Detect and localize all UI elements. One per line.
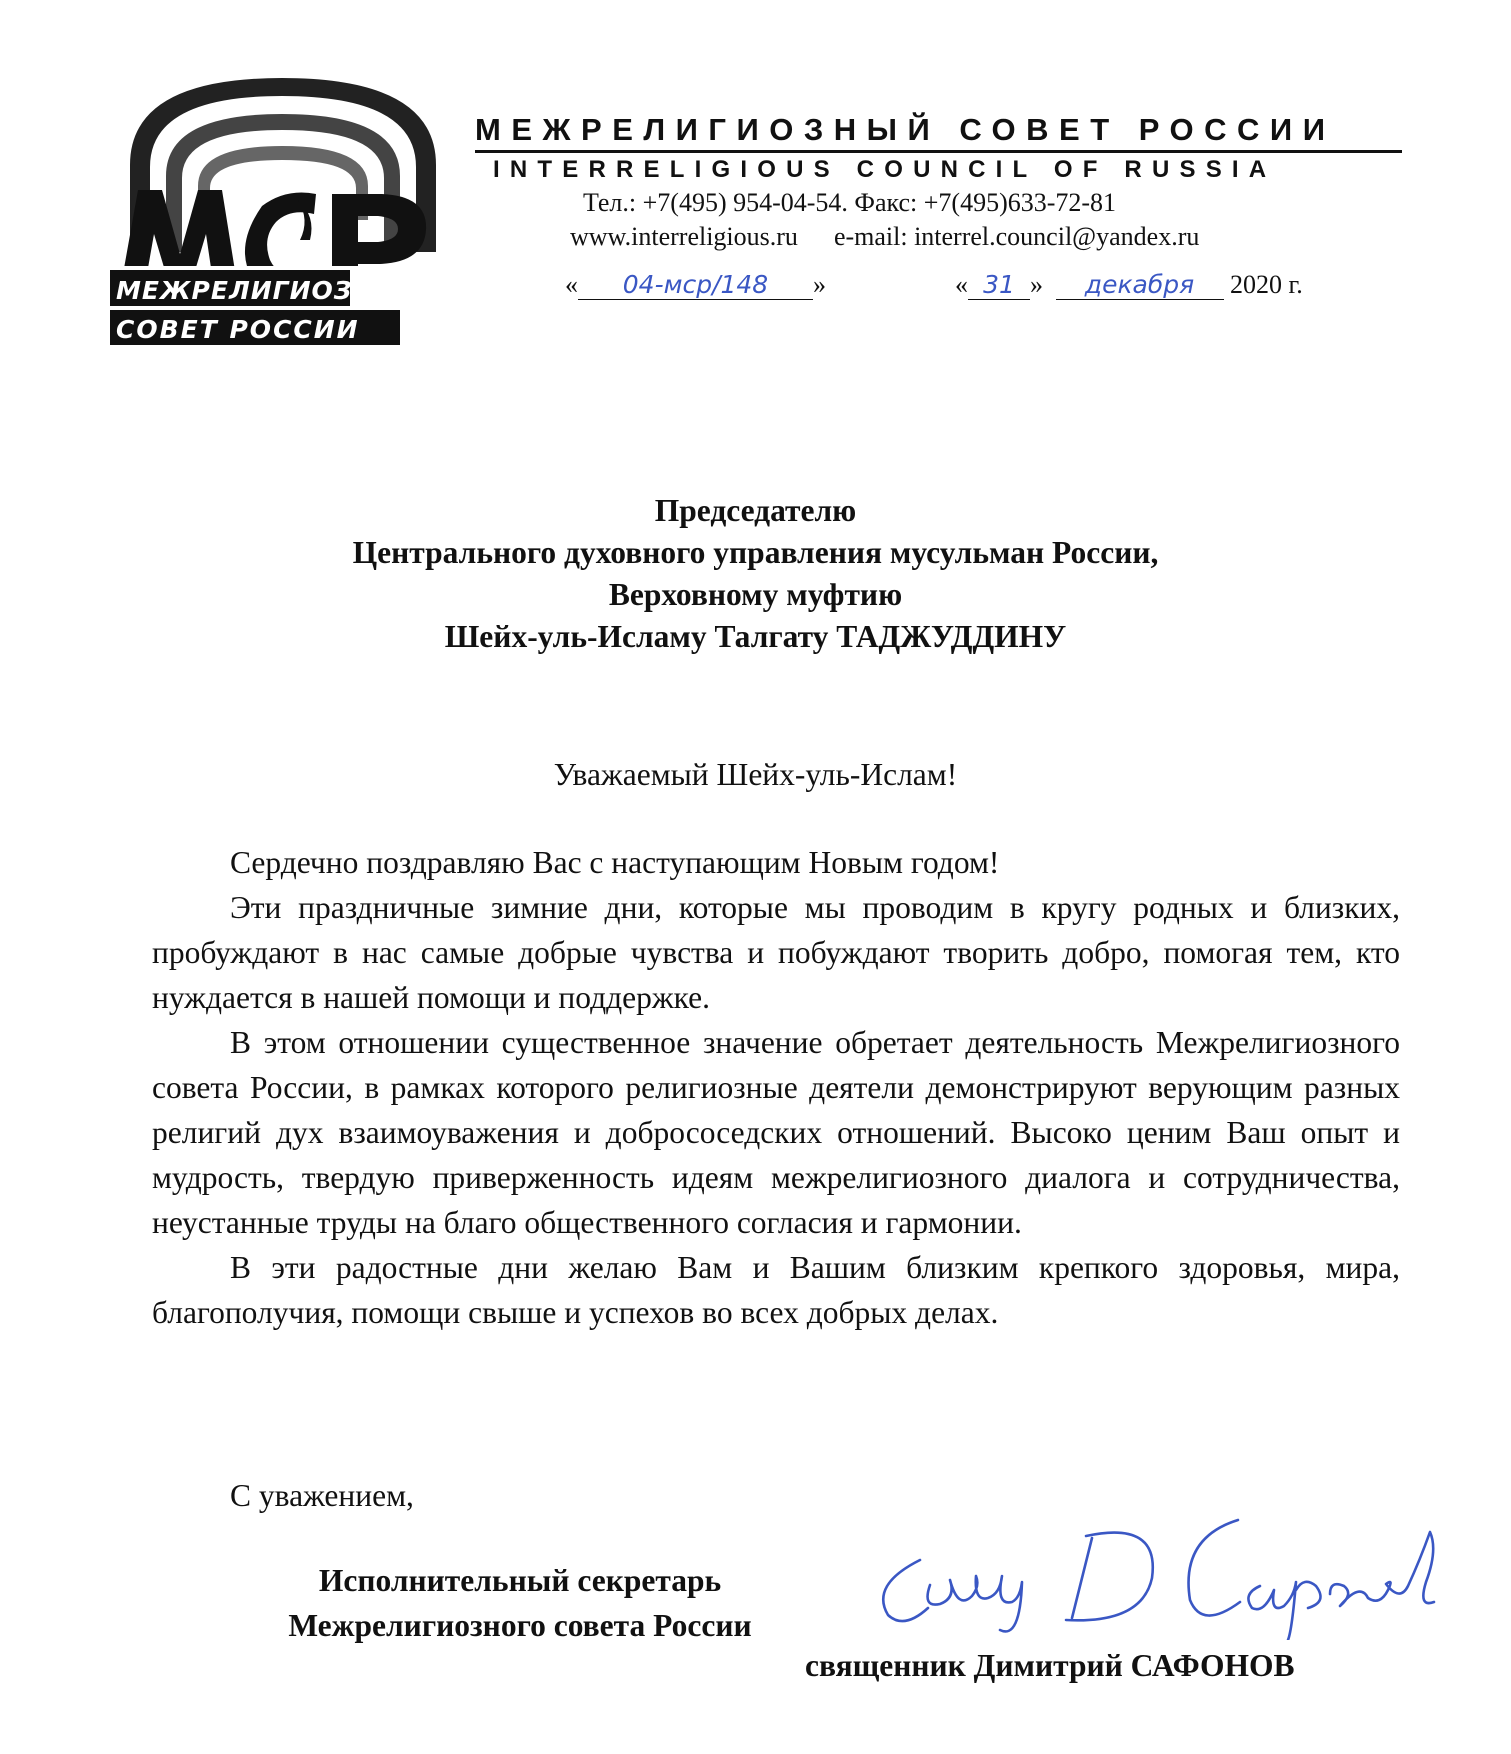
position-line: Исполнительный секретарь <box>318 1563 722 1598</box>
date-month: декабря <box>1056 271 1224 300</box>
org-name-en: INTERRELIGIOUS COUNCIL OF RUSSIA <box>493 156 1277 183</box>
body-paragraph: Эти праздничные зимние дни, которые мы проводим в кругу родных и близких, пробуждают в нас самые добрые чувства и побуждают творить добро, помогая тем, кто нуждается в нашей помощи и поддержке. <box>152 890 1400 1015</box>
date-year: 2020 г. <box>1230 270 1303 299</box>
signer-position <box>180 1558 860 1648</box>
body-paragraph: Сердечно поздравляю Вас с наступающим Новым годом! <box>230 845 1000 880</box>
letter-date: « 31 » декабря 2020 г. <box>955 270 1303 299</box>
body-paragraph: В эти радостные дни желаю Вам и Вашим близким крепкого здоровья, мира, благополучия, помощи свыше и успехов во всех добрых делах. <box>152 1250 1400 1330</box>
header-rule <box>475 150 1402 153</box>
date-day: 31 <box>968 271 1030 300</box>
closing: С уважением, <box>230 1478 414 1513</box>
reference-number: « 04-мср/148 » <box>565 270 826 299</box>
addressee-line: Председателю <box>654 493 857 528</box>
body-paragraph: В этом отношении существенное значение обретает деятельность Межрелигиозного совета России, в рамках которого религиозные деятели демонстрируют верующим разных религий дух взаимоуважения и добрососедских отношений. Высоко ценим Ваш опыт и мудрость, твердую приверженность идеям межрелигиозного диалога и сотрудничества, неустанные труды на благо общественного согласия и гармонии. <box>152 1025 1400 1240</box>
svg-text:МЕЖРЕЛИГИОЗНЫЙ: МЕЖРЕЛИГИОЗНЫЙ <box>116 276 424 305</box>
email-link[interactable]: e-mail: interrel.council@yandex.ru <box>833 222 1200 251</box>
council-logo <box>110 70 455 345</box>
addressee-line: Шейх-уль-Исламу Талгату ТАДЖУДДИНУ <box>444 619 1067 654</box>
website-link[interactable]: www.interreligious.ru <box>570 222 798 251</box>
phone-fax: Тел.: +7(495) 954-04-54. Факс: +7(495)633-72-81 <box>583 188 1117 217</box>
salutation: Уважаемый Шейх-уль-Ислам! <box>553 757 958 792</box>
outgoing-number: 04-мср/148 <box>578 271 813 300</box>
addressee-line: Центрального духовного управления мусульман России, <box>352 535 1159 570</box>
signature-text: свящ Д Сафонов <box>860 1490 868 1491</box>
addressee-block <box>0 490 1511 658</box>
svg-text:СОВЕТ РОССИИ: СОВЕТ РОССИИ <box>116 315 360 344</box>
letter-body <box>152 840 1400 1335</box>
org-name-ru: МЕЖРЕЛИГИОЗНЫЙ СОВЕТ РОССИИ <box>475 112 1336 147</box>
addressee-line: Верховному муфтию <box>608 577 903 612</box>
handwritten-signature <box>860 1490 1460 1640</box>
signer-name: священник Димитрий САФОНОВ <box>805 1648 1295 1683</box>
position-line: Межрелигиозного совета России <box>288 1608 752 1643</box>
web-contacts <box>570 222 1199 252</box>
